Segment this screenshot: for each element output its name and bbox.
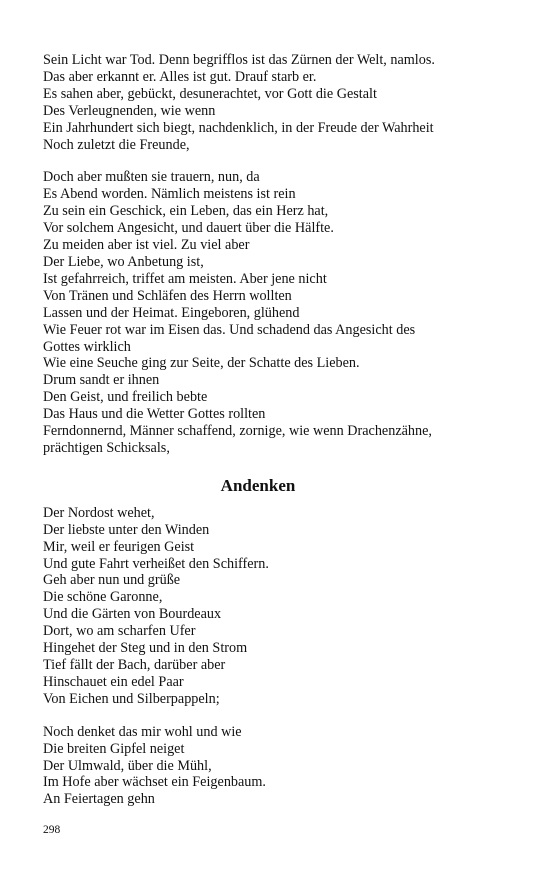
verse-line: Von Tränen und Schläfen des Herrn wollten <box>43 287 292 304</box>
verse-line: Der Ulmwald, über die Mühl, <box>43 757 212 774</box>
verse-line: Es sahen aber, gebückt, desunerachtet, vor Gott die Gestalt <box>43 85 377 102</box>
stanza-1 <box>43 52 483 153</box>
verse-line: Zu sein ein Geschick, ein Leben, das ein Herz hat, <box>43 203 329 220</box>
verse-line: Den Geist, und freilich bebte <box>43 389 208 406</box>
verse-line: Gottes wirklich <box>43 338 131 355</box>
verse-line: Mir, weil er feurigen Geist <box>43 538 195 555</box>
page-text <box>43 52 483 808</box>
verse-line: Ferndonnernd, Männer schaffend, zornige, wie wenn Drachenzähne, <box>43 423 432 440</box>
verse-line: Geh aber nun und grüße <box>43 572 181 589</box>
verse-line: Hinschauet ein edel Paar <box>43 673 184 690</box>
verse-line: Das aber erkannt er. Alles ist gut. Drauf starb er. <box>43 68 317 85</box>
verse-line: Zu meiden aber ist viel. Zu viel aber <box>43 237 250 254</box>
verse-line: Noch zuletzt die Freunde, <box>43 136 190 153</box>
verse-line: Des Verleugnenden, wie wenn <box>43 102 216 119</box>
stanza-3 <box>43 505 483 708</box>
verse-line: Sein Licht war Tod. Denn begrifflos ist das Zürnen der Welt, namlos. <box>43 52 435 68</box>
verse-line: Hingehet der Steg und in den Strom <box>43 640 248 657</box>
verse-line: Im Hofe aber wächset ein Feigenbaum. <box>43 774 266 791</box>
poem-title: Andenken <box>220 475 296 495</box>
verse-line: prächtigen Schicksals, <box>43 439 170 456</box>
verse-line: Tief fällt der Bach, darüber aber <box>43 657 226 673</box>
verse-line: Wie Feuer rot war im Eisen das. Und schadend das Angesicht des <box>43 321 416 338</box>
verse-line: An Feiertagen gehn <box>43 791 155 808</box>
verse-line: Es Abend worden. Nämlich meistens ist rein <box>43 186 296 203</box>
verse-line: Und gute Fahrt verheißet den Schiffern. <box>43 555 269 572</box>
verse-line: Von Eichen und Silberpappeln; <box>43 690 220 707</box>
verse-line: Der liebste unter den Winden <box>43 521 210 538</box>
verse-line: Ein Jahrhundert sich biegt, nachdenklich, in der Freude der Wahrheit <box>43 119 434 136</box>
verse-line: Der Liebe, wo Anbetung ist, <box>43 253 204 270</box>
verse-line: Drum sandt er ihnen <box>43 372 160 389</box>
verse-line: Die schöne Garonne, <box>43 589 163 606</box>
verse-line: Lassen und der Heimat. Eingeboren, glühend <box>43 304 300 321</box>
verse-line: Die breiten Gipfel neiget <box>43 740 185 757</box>
verse-line: Dort, wo am scharfen Ufer <box>43 623 196 640</box>
stanza-2 <box>43 169 483 456</box>
verse-line: Noch denket das mir wohl und wie <box>43 723 242 740</box>
stanza-4 <box>43 724 483 809</box>
verse-line: Ist gefahrreich, triffet am meisten. Aber jene nicht <box>43 270 327 287</box>
verse-line: Das Haus und die Wetter Gottes rollten <box>43 406 266 423</box>
verse-line: Vor solchem Angesicht, und dauert über die Hälfte. <box>43 220 334 237</box>
verse-line: Doch aber mußten sie trauern, nun, da <box>43 169 260 186</box>
verse-line: Und die Gärten von Bourdeaux <box>43 606 222 623</box>
page-number: 298 <box>43 824 61 836</box>
verse-line: Der Nordost wehet, <box>43 504 155 521</box>
verse-line: Wie eine Seuche ging zur Seite, der Schatte des Lieben. <box>43 355 360 372</box>
